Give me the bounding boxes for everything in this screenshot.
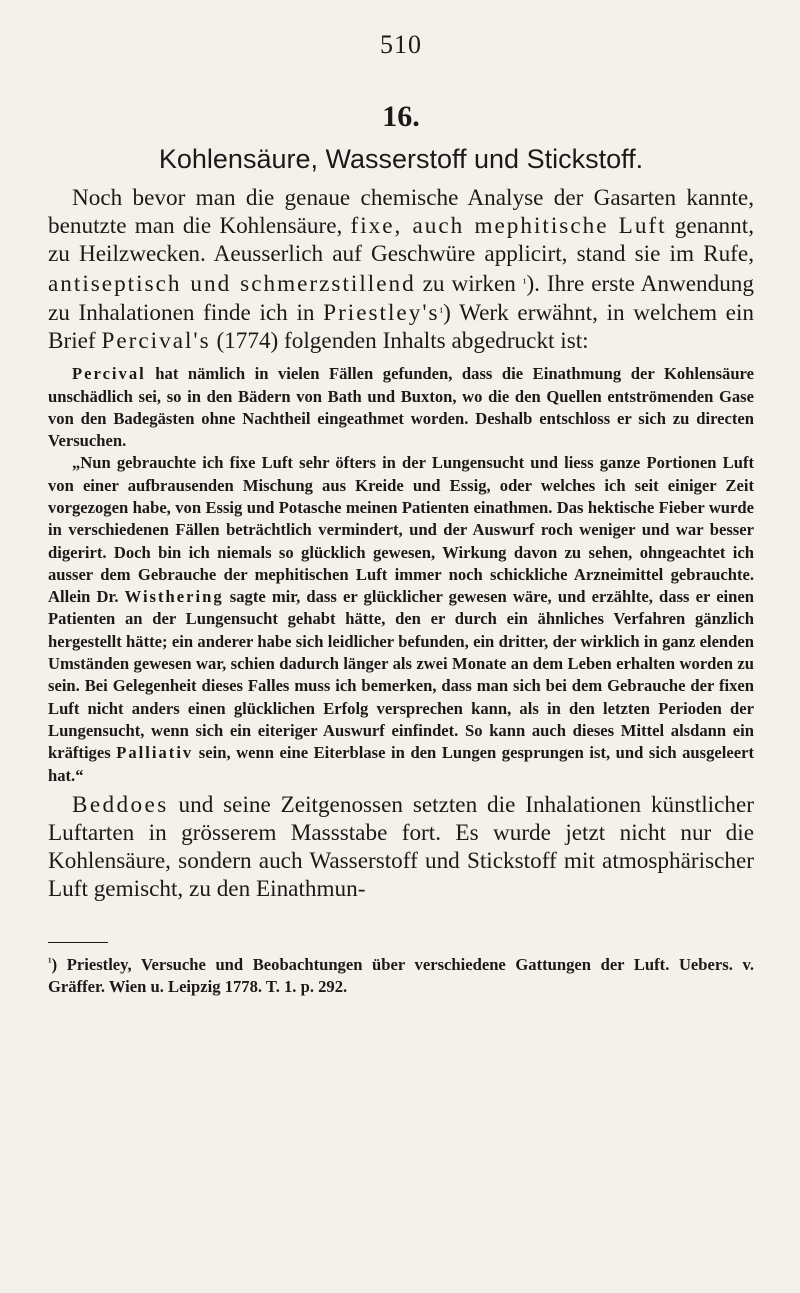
footnote-mark: ¹ [48,954,52,969]
intro-text-5: ) Werk erwähnt, in welchem ein Brief [48,299,754,355]
outro-text: und seine Zeitgenossen setzten die Inhalationen künstlicher Luftarten in grösserem Massstabe fort. Es wurde jetzt nicht nur die Kohlensäure, sondern auch Wasserstoff und Stickstoff mit atmosphärischer Luft gemischt, zu den Einathmun- [48,791,754,903]
quote-1-emphasis-percival: Percival [72,364,146,384]
intro-text-6: (1774) folgenden Inhalts abgedruckt ist: [210,328,589,355]
intro-emphasis-percival: Percival's [101,328,211,355]
footnote-text: ) Priestley, Versuche und Beobachtungen über verschiedene Gattungen der Luft. Uebers. v. Gräffer. Wien u. Leipzig 1778. T. 1. p. 292. [48,954,754,996]
quote-paragraph-1 [48,363,754,452]
quote-2-text-2: sagte mir, dass er glücklicher gewesen wäre, und erzählte, dass er einen Patienten an der Lungensucht gehabt hätte, den er durch ein ähnliches Verfahren gänzlich hergestellt hätte; ein anderer habe sich leidlicher befunden, ein dritter, der wirklich in ganz elenden Umständen gewesen war, schien dadurch länger als zwei Monate an dem Leben erhalten worden zu sein. Bei Gelegenheit dieses Falles muss ich bemerken, dass man sich bei dem Gebrauche der fixen Luft nicht anders einen glücklichen Erfolg versprechen kann, als in den letzten Perioden der Lungensucht, wenn sich ein eiteriger Auswurf einfindet. So kann auch dieses Mittel alsdann ein kräftiges [48,587,754,763]
quote-2-emphasis-palliativ: Palliativ [116,743,194,763]
page-number: 510 [380,30,422,59]
quote-1-text: hat nämlich in vielen Fällen gefunden, dass die Einathmung der Kohlensäure unschädlich sei, so in den Bädern von Bath und Buxton, wo die den Quellen entströmenden Gase von den Badegästen ohne Nachtheil eingeathmet worden. Deshalb entschloss er sich zu directen Versuchen. [48,364,754,451]
intro-text-2: genannt, zu Heilzwecken. Aeusserlich auf Geschwüre applicirt, stand sie im Rufe, [48,213,754,268]
footnote [48,951,754,998]
intro-emphasis-fixe-luft: fixe, auch mephitische Luft [350,213,667,240]
outro-emphasis-beddoes: Beddoes [72,791,169,818]
intro-emphasis-antiseptisch: antiseptisch und schmerzstillend [48,270,416,297]
intro-text-3: zu wirken [415,270,523,297]
footnote-reference-2: ¹ [439,304,444,319]
section-title: Kohlensäure, Wasserstoff und Stickstoff. [158,144,644,174]
footnote-divider [48,942,108,943]
intro-paragraph [48,184,754,355]
quote-2-text-3: sein, wenn eine Eiterblase in den Lungen gesprungen ist, und sich ausgeleert hat.“ [48,743,755,785]
section-number: 16. [382,100,420,133]
outro-paragraph [48,791,754,904]
footnote-reference-1: ¹ [522,275,527,290]
intro-text-4: ). Ihre erste Anwendung zu Inhalationen finde ich in [48,270,754,326]
intro-text-1: Noch bevor man die genaue chemische Analyse der Gasarten kannte, benutzte man die Kohlensäure, [48,185,754,240]
quote-2-text-1: „Nun gebrauchte ich fixe Luft sehr öfters in der Lungensucht und liess ganze Portionen Luft von einer aufbrausenden Mischung aus Kreide und Essig, oder welches ich seit einiger Zeit vorgezogen habe, von Essig und Potasche meinen Patienten einathmen. Das hektische Fieber wurde in verschiedenen Fällen beträchtlich vermindert, und der Auswurf roch weniger und war besser digerirt. Doch bin ich niemals so glücklich gewesen, Wirkung davon zu sehen, ohngeachtet ich ausser dem Gebrauche der mephitischen Luft immer noch schickliche Arzneimittel gebrauchte. Allein Dr. [48,453,754,607]
quote-paragraph-2 [48,452,754,786]
quote-2-emphasis-wisthering: Wisthering [124,587,224,607]
book-page [48,30,754,998]
intro-emphasis-priestley: Priestley's [323,299,440,326]
